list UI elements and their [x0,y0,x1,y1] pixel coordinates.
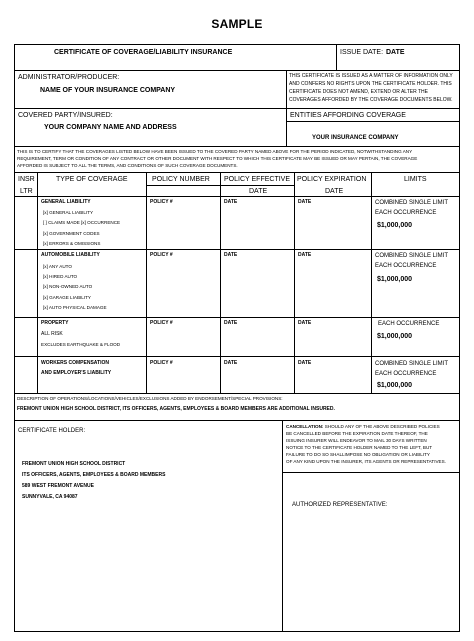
limit-label: COMBINED SINGLE LIMIT [375,200,449,206]
cancellation-line: OF ANY KIND UPON THE INSURER, ITS AGENTS OR REPRESENTATIVES. [286,459,446,464]
cancellation-label: CANCELLATION: [286,424,324,429]
effective-date: DATE [224,360,238,366]
effective-date: DATE [224,199,238,205]
notice-line: CERTIFICATE DOES NOT AMEND, EXTEND OR ALTER THE [289,89,429,95]
limit-label: EACH OCCURRENCE [375,371,437,377]
limit-label: EACH OCCURRENCE [375,263,437,269]
expiration-date: DATE [298,320,312,326]
cancellation-line: BE CANCELLED BEFORE THE EXPIRATION DATE THEREOF, THE [286,431,428,436]
cancellation-line: SHOULD ANY OF THE ABOVE DESCRIBED POLICIES [323,424,440,429]
coverage-type-title: AND EMPLOYER'S LIABILITY [41,370,112,376]
coverage-item: [x] ERRORS & OMISSIONS [43,241,101,246]
limit-amount: $1,000,000 [377,333,413,340]
holder-line: SUNNYVALE, CA 94087 [22,494,78,500]
header-ltr: LTR [20,188,33,195]
cancellation-line: FAILURE TO DO SO SHALLIMPOSE NO OBLIGATION OR LIABILITY [286,452,430,457]
issue-date-value: DATE [386,49,405,56]
holder-label: CERTIFICATE HOLDER: [18,428,86,434]
coverage-item: EXCLUDES EARTHQUAKE & FLOOD [41,342,121,347]
insured-label: COVERED PARTY/INSURED: [18,112,113,119]
entities-label: ENTITIES AFFORDING COVERAGE [290,112,406,119]
coverage-type-title: WORKERS COMPENSATION [41,360,109,366]
coverage-item: [x] NON-OWNED AUTO [43,284,93,289]
header-limits: LIMITS [404,176,427,183]
certify-line: THIS IS TO CERTIFY THAT THE COVERAGES LISTED BELOW HAVE BEEN ISSUED TO THE COVERED PARTY NAMED ABOVE FOR THE PERIOD INDICATED, NOTWITHSTANDING ANY [17,149,413,154]
coverage-subtitle: ALL RISK [41,331,63,337]
policy-number: POLICY # [150,360,173,366]
header-insr: INSR [18,176,35,183]
holder-line: ITS OFFICERS, AGENTS, EMPLOYEES & BOARD MEMBERS [22,472,166,478]
notice-line: COVERAGES AFFORDED BY THE COVERAGE DOCUMENTS BELOW. [289,97,453,103]
holder-line: FREMONT UNION HIGH SCHOOL DISTRICT [22,461,126,467]
coverage-type-title: GENERAL LIABILITY [41,199,91,205]
cancellation-line: NOTICE TO THE CERTIFICATE HOLDER NAMED TO THE LEFT, BUT [286,445,433,450]
coverage-item: [ ] CLAIMS MADE [x] OCCURRENCE [43,220,121,225]
coverage-type-title: PROPERTY [41,320,69,326]
header-effective-1: POLICY EFFECTIVE [224,176,290,183]
header-policy-number: POLICY NUMBER [152,176,210,183]
description-text: FREMONT UNION HIGH SCHOOL DISTRICT, ITS OFFICERS, AGENTS, EMPLOYEES & BOARD MEMBERS ARE ADDITIONAL INSURED. [17,406,335,412]
policy-number: POLICY # [150,252,173,258]
limit-label: COMBINED SINGLE LIMIT [375,361,449,367]
expiration-date: DATE [298,199,312,205]
limit-label: EACH OCCURRENCE [378,321,440,327]
expiration-date: DATE [298,360,312,366]
effective-date: DATE [224,252,238,258]
effective-date: DATE [224,320,238,326]
limit-amount: $1,000,000 [377,276,413,283]
coverage-item: [x] GARAGE LIABILITY [43,295,91,300]
coverage-item: [x] HIRED AUTO [43,274,78,279]
expiration-date: DATE [298,252,312,258]
policy-number: POLICY # [150,320,173,326]
notice-line: AND CONFERS NO RIGHTS UPON THE CERTIFICATE HOLDER. THIS [289,81,452,87]
certify-line: REQUIREMENT, TERM OR CONDITION OF ANY CONTRACT OR OTHER DOCUMENT WITH RESPECT TO WHICH THIS CERTIFICATE MAY BE ISSUED OR MAY PERTAIN, THE COVERAGE [17,156,418,161]
notice-line: THIS CERTIFICATE IS ISSUED AS A MATTER OF INFORMATION ONLY [289,73,453,79]
coverage-item: [x] AUTO PHYSICAL DAMAGE [43,305,107,310]
producer-name: NAME OF YOUR INSURANCE COMPANY [40,87,176,94]
certificate-title: CERTIFICATE OF COVERAGE/LIABILITY INSURANCE [54,49,233,56]
header-expiration-1: POLICY EXPIRATION [297,176,367,183]
holder-line: 589 WEST FREMONT AVENUE [22,483,94,489]
description-label: DESCRIPTION OF OPERATIONS/LOCATIONS/VEHICLES/EXCLUSIONS ADDED BY ENDORSEMENT/SPECIAL PROVISIONS: [17,396,283,401]
header-expiration-2: DATE [325,188,344,195]
cancellation-line: ISSUING INSURER WILL ENDEAVOR TO MAIL 30 DAYS WRITTEN [286,438,427,443]
entities-value: YOUR INSURANCE COMPANY [312,135,399,141]
limit-label: COMBINED SINGLE LIMIT [375,253,449,259]
coverage-item: [x] ANY AUTO [43,264,72,269]
coverage-item: [x] GOVERNMENT CODES [43,231,100,236]
limit-amount: $1,000,000 [377,382,413,389]
issue-date-label: ISSUE DATE: [340,49,384,56]
certify-line: AFFORDED IS SUBJECT TO ALL THE TERMS, AND CONDITIONS OF SUCH COVERAGE DOCUMENTS. [17,163,238,168]
authorized-representative-label: AUTHORIZED REPRESENTATIVE: [292,502,388,508]
producer-label: ADMINISTRATOR/PRODUCER: [18,74,120,81]
coverage-type-title: AUTOMOBILE LIABILITY [41,252,100,258]
limit-amount: $1,000,000 [377,222,413,229]
insured-name: YOUR COMPANY NAME AND ADDRESS [44,124,177,131]
header-type: TYPE OF COVERAGE [56,176,128,183]
coverage-item: [x] GENERAL LIABILITY [43,210,94,215]
limit-label: EACH OCCURRENCE [375,210,437,216]
page-title: SAMPLE [211,17,263,31]
header-effective-2: DATE [249,188,268,195]
policy-number: POLICY # [150,199,173,205]
